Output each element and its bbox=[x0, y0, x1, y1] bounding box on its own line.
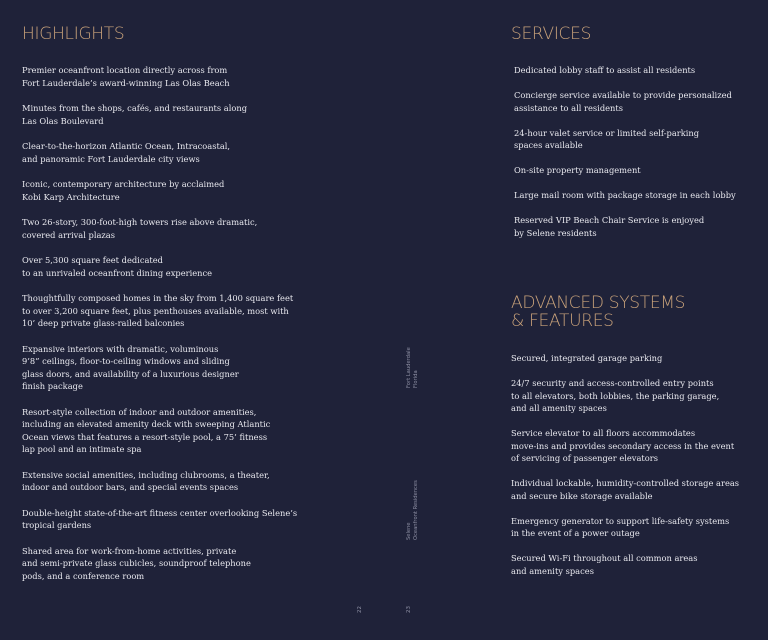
highlights-heading: HIGHLIGHTS bbox=[22, 24, 125, 44]
highlight-item: Extensive social amenities, including clubrooms, a theater, indoor and outdoor bars, and special events spaces bbox=[22, 469, 270, 492]
system-item: Emergency generator to support life-safety systems in the event of a power outage bbox=[511, 515, 730, 538]
highlight-item: Expansive interiors with dramatic, voluminous 9’8” ceilings, floor-to-ceiling windows and sliding glass doors, and availability of a luxurious designer finish package bbox=[22, 343, 239, 391]
systems-list bbox=[511, 352, 739, 590]
highlight-item: Double-height state-of-the-art fitness center overlooking Selene’s tropical gardens bbox=[22, 507, 298, 530]
service-item: Concierge service available to provide personalized assistance to all residents bbox=[514, 90, 732, 113]
page-number-left: 22 bbox=[357, 606, 363, 613]
highlight-item: Premier oceanfront location directly across from Fort Lauderdale’s award-winning Las Olas Beach bbox=[22, 65, 230, 88]
system-item: Service elevator to all floors accommodates move-ins and provides secondary access in the event of servicing of passenger elevators bbox=[511, 428, 735, 463]
system-item: 24/7 security and access-controlled entry points to all elevators, both lobbies, the parking garage, and all amenity spaces bbox=[511, 378, 720, 413]
service-item: 24-hour valet service or limited self-parking spaces available bbox=[514, 127, 700, 150]
systems-heading: ADVANCED SYSTEMS & FEATURES bbox=[511, 293, 686, 331]
highlight-item: Resort-style collection of indoor and outdoor amenities, including an elevated amenity deck with sweeping Atlantic Ocean views that features a resort-style pool, a 75’ fitness lap pool and an intimate spa bbox=[22, 406, 271, 454]
highlight-item: Thoughtfully composed homes in the sky from 1,400 square feet to over 3,200 square feet, plus penthouses available, most with 10’ deep private glass-railed balconies bbox=[22, 293, 294, 328]
highlight-item: Iconic, contemporary architecture by acclaimed Kobi Karp Architecture bbox=[22, 179, 225, 202]
services-list bbox=[514, 64, 736, 252]
service-item: Dedicated lobby staff to assist all residents bbox=[514, 65, 696, 75]
system-item: Secured Wi-Fi throughout all common areas and amenity spaces bbox=[511, 553, 698, 576]
spine-location-label: Fort Lauderdale Florida bbox=[406, 347, 419, 388]
highlight-item: Minutes from the shops, cafés, and restaurants along Las Olas Boulevard bbox=[22, 103, 248, 126]
page-number-right: 23 bbox=[406, 606, 412, 613]
highlights-list bbox=[22, 64, 297, 595]
service-item: Large mail room with package storage in each lobby bbox=[514, 190, 736, 200]
system-item: Secured, integrated garage parking bbox=[511, 353, 663, 363]
highlight-item: Over 5,300 square feet dedicated to an unrivaled oceanfront dining experience bbox=[22, 255, 213, 278]
service-item: Reserved VIP Beach Chair Service is enjoyed by Selene residents bbox=[514, 215, 705, 238]
services-heading: SERVICES bbox=[511, 24, 592, 44]
spine-title-label: Selene Oceanfront Residences bbox=[406, 480, 419, 540]
highlight-item: Clear-to-the-horizon Atlantic Ocean, Intracoastal, and panoramic Fort Lauderdale city views bbox=[22, 141, 231, 164]
highlight-item: Shared area for work-from-home activities, private and semi-private glass cubicles, soundproof telephone pods, and a conference room bbox=[22, 545, 251, 581]
highlight-item: Two 26-story, 300-foot-high towers rise above dramatic, covered arrival plazas bbox=[22, 217, 258, 240]
service-item: On-site property management bbox=[514, 165, 641, 175]
right-page bbox=[384, 0, 768, 640]
system-item: Individual lockable, humidity-controlled storage areas and secure bike storage available bbox=[511, 478, 740, 501]
